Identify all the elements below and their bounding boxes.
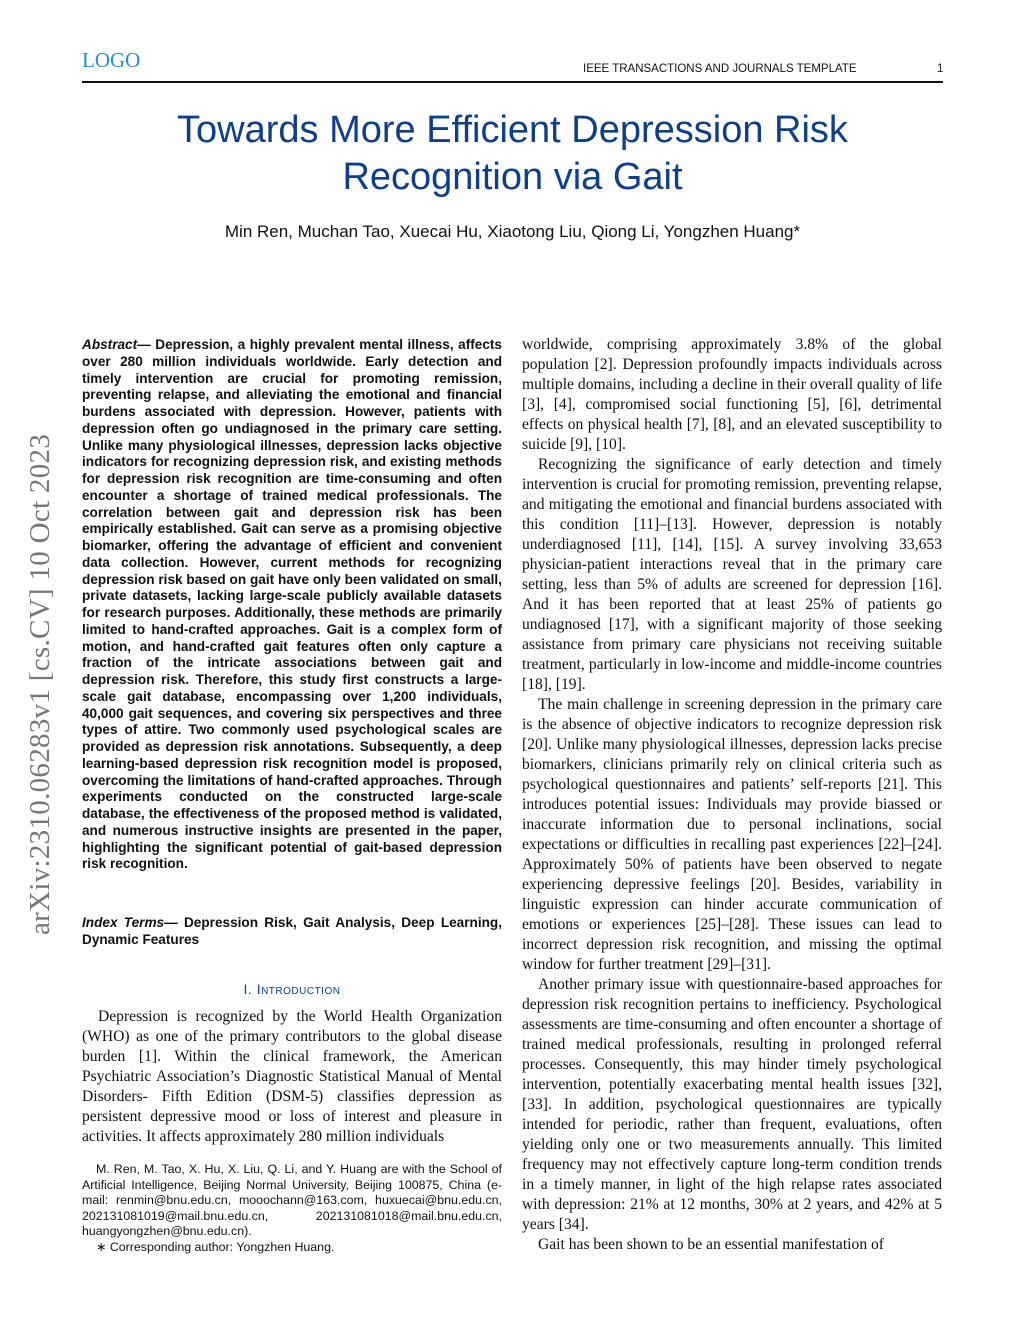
paragraph: Another primary issue with questionnaire-based approaches for depression risk recognition pertains to inefficiency. Psychological assessments are time-consuming and often encounter a shortage of trained medical professionals, resulting in prolonged referral processes. Consequently, this may hinder timely psychological intervention, potentially exacerbating mental health issues [32], [33]. In addition, psychological questionnaires are typically intended for periodic, rather than frequent, evaluations, often yielding only one or two measurements annually. This limited frequency may not effectively capture long-term condition trends in a timely manner, in light of the high relapse rates associated with depression: 21% at 12 months, 30% at 2 years, and 42% at 5 years [34]. <box>522 976 942 1233</box>
arxiv-stamp: arXiv:2310.06283v1 [cs.CV] 10 Oct 2023 <box>24 433 56 935</box>
page-number: 1 <box>937 63 944 75</box>
paragraph: The main challenge in screening depression in the primary care is the absence of objective indicators to recognize depression risk [20]. Unlike many physiological illnesses, depression lacks precise biomarkers, clinicians primarily rely on clinical criteria such as psychological questionnaires and patients’ self-reports [21]. This introduces potential issues: Individuals may provide biassed or inaccurate information due to personal inclinations, social expectations or difficulties in recalling past experiences [22]–[24]. Approximately 50% of patients have been observed to negate experiencing depressive feelings [20]. Besides, variability in linguistic expression can hinder accurate communication of emotions or experiences [25]–[28]. These issues can lead to incorrect depression risk recognition, and missing the optimal window for further treatment [29]–[31]. <box>522 696 942 973</box>
section-heading <box>82 981 502 997</box>
index-terms-text: Depression Risk, Gait Analysis, Deep Learning, Dynamic Features <box>82 915 502 947</box>
corresponding-author-note: ∗ Corresponding author: Yongzhen Huang. <box>96 1239 335 1254</box>
running-title: IEEE TRANSACTIONS AND JOURNALS TEMPLATE <box>583 63 857 75</box>
abstract-label: Abstract— <box>82 337 151 352</box>
paragraph: worldwide, comprising approximately 3.8% of the global population [2]. Depression profoundly impacts individuals across multiple domains, including a decline in their overall quality of life [3], [4], compromised social functioning [5], [6], detrimental effects on physical health [7], [8], and an elevated susceptibility to suicide [9], [10]. <box>522 336 942 453</box>
section-title: Introduction <box>256 981 341 997</box>
journal-logo: LOGO <box>82 48 141 72</box>
index-terms-label: Index Terms— <box>82 915 178 930</box>
footnote <box>82 1162 502 1255</box>
section-number: I. <box>243 981 253 997</box>
author-list: Min Ren, Muchan Tao, Xuecai Hu, Xiaotong Liu, Qiong Li, Yongzhen Huang* <box>224 222 801 241</box>
index-terms <box>82 915 502 949</box>
paragraph: Recognizing the significance of early detection and timely intervention is crucial for promoting remission, preventing relapse, and mitigating the emotional and financial burdens associated with this condition [11]–[13]. However, depression is notably underdiagnosed [11], [14], [15]. A survey involving 33,653 physician-patient interactions reveal that in the primary care setting, less than 5% of adults are screened for depression [16]. And it has been reported that at least 25% of patients go undiagnosed [17], with a significant majority of those seeking assistance from primary care physicians not receiving suitable treatment, particularly in low-income and middle-income countries [18], [19]. <box>522 456 942 693</box>
paper-title: Towards More Efficient Depression Risk Recognition via Gait <box>177 109 848 198</box>
paragraph: Gait has been shown to be an essential manifestation of <box>538 1236 885 1253</box>
intro-text <box>82 1007 502 1147</box>
header-rule <box>82 81 943 83</box>
affiliation-note: M. Ren, M. Tao, X. Hu, X. Liu, Q. Li, and Y. Huang are with the School of Artificial Intelligence, Beijing Normal University, Beijing 100875, China (e-mail: renmin@bnu.edu.cn, mooochann@163.com, huxuecai@bnu.edu.cn, 202131081019@mail.bnu.edu.cn, 202131081018@mail.bnu.edu.cn, huangyongzhen@bnu.edu.cn). <box>82 1162 502 1238</box>
abstract <box>82 337 502 873</box>
paragraph: Depression is recognized by the World Health Organization (WHO) as one of the primary contributors to the global disease burden [1]. Within the clinical framework, the American Psychiatric Association’s Diagnostic Statistical Manual of Mental Disorders- Fifth Edition (DSM-5) classifies depression as persistent depressive mood or loss of interest and pleasure in activities. It affects approximately 280 million individuals <box>82 1008 502 1145</box>
abstract-text: Depression, a highly prevalent mental illness, affects over 280 million individuals worldwide. Early detection and timely intervention are crucial for promoting remission, preventing relapse, and alleviating the emotional and financial burdens associated with depression. However, patients with depression often go undiagnosed in the primary care setting. Unlike many physiological illnesses, depression lacks objective indicators for recognizing depression risk, and existing methods for depression risk recognition are time-consuming and often encounter a shortage of trained medical professionals. The correlation between gait and depression risk has been empirically established. Gait can serve as a promising objective biomarker, offering the advantage of efficient and convenient data collection. However, current methods for recognizing depression risk based on gait have only been validated on small, private datasets, lacking large-scale publicly available datasets for research purposes. Additionally, these methods are primarily limited to hand-crafted approaches. Gait is a complex form of motion, and hand-crafted gait features often only capture a fraction of the intricate associations between gait and depression risk. Therefore, this study first constructs a large-scale gait database, encompassing over 1,200 individuals, 40,000 gait sequences, and covering six perspectives and three types of attire. Two commonly used psychological scales are provided as depression risk annotations. Subsequently, a deep learning-based depression risk recognition model is proposed, overcoming the limitations of hand-crafted approaches. Through experiments conducted on the constructed large-scale database, the effectiveness of the proposed method is validated, and numerous instructive insights are presented in the paper, highlighting the significant potential of gait-based depression risk recognition. <box>82 337 502 872</box>
right-column <box>522 335 942 1255</box>
